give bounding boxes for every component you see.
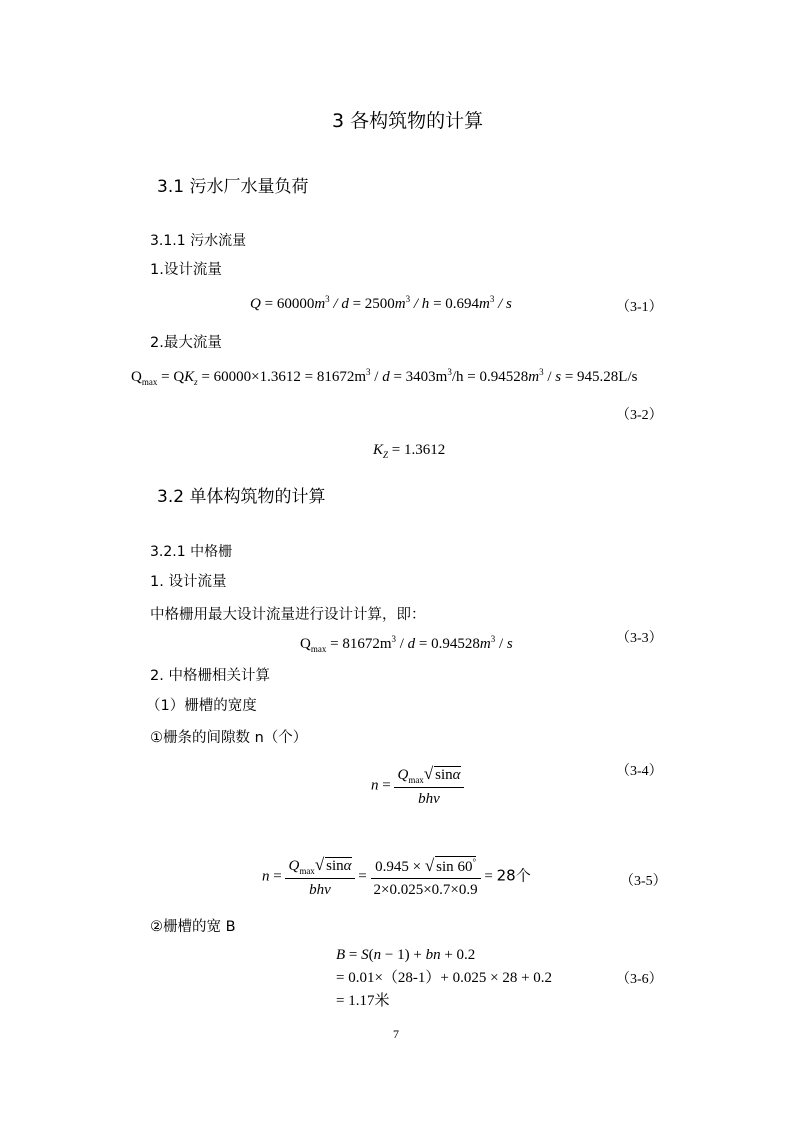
grid-calc-item: 2. 中格栅相关计算 bbox=[150, 668, 270, 684]
equation-number-3-2: （3-2） bbox=[616, 408, 663, 423]
equation-number-3-1: （3-1） bbox=[616, 300, 663, 315]
page-title: 3 各构筑物的计算 bbox=[332, 110, 484, 132]
equation-3-6-line-3: = 1.17米 bbox=[336, 993, 390, 1009]
item-design-flow: 1.设计流量 bbox=[150, 262, 222, 278]
equation-3-3: $Q_{max} = 81672m^3 / d = 0.94528m^3 / s$ bbox=[300, 634, 513, 654]
grid-design-flow-text: 中格栅用最大设计流量进行设计计算，即： bbox=[150, 607, 426, 623]
equation-3-6-line-2: = 0.01×（28-1）+ 0.025 × 28 + 0.2 bbox=[336, 970, 553, 986]
equation-number-3-4: （3-4） bbox=[616, 764, 663, 779]
equation-3-6-line-1: B = S(n − 1) + bn + 0.2 bbox=[336, 947, 476, 963]
bar-gap-count-item: ①栅条的间隙数 n（个） bbox=[150, 730, 308, 746]
channel-width-item: （1）栅槽的宽度 bbox=[146, 698, 257, 714]
page-number: 7 bbox=[393, 1027, 399, 1041]
grid-design-flow-item: 1. 设计流量 bbox=[150, 574, 227, 590]
equation-number-3-5: （3-5） bbox=[620, 874, 667, 889]
equation-3-5: n = $\frac{Q_{max}√ \sin\alpha}{\text{bhv}}$ = $\frac{0.945 \times √ \sin 60^\circ}{2\times 0.025\times 0.7\times 0.9}$ = 28个 bbox=[262, 855, 531, 898]
equation-3-4: n = $\frac{Q_{max}√ \sin\alpha}{\text{bhv}}$ bbox=[371, 764, 464, 808]
equation-3-1: $Q = 60000m^3 / d = 2500m^3 / h = 0.694m^3 / s$ bbox=[250, 294, 512, 312]
item-max-flow: 2.最大流量 bbox=[150, 335, 222, 351]
kz-value: $K_Z = 1.3612$ bbox=[373, 442, 446, 460]
channel-width-b-item: ②栅槽的宽 B bbox=[150, 919, 236, 935]
section-3-1-heading: 3.1 污水厂水量负荷 bbox=[157, 177, 309, 197]
section-3-1-1-heading: 3.1.1 污水流量 bbox=[150, 233, 247, 249]
equation-number-3-6: （3-6） bbox=[616, 972, 663, 987]
equation-3-6 bbox=[336, 944, 552, 1013]
equation-3-2: $Q_{max} = QK_z = 60000\times 1.3612 = 81672m^3 / d = 3403m^3/h = 0.94528m^3 / s = 945.28L/s$ bbox=[131, 367, 638, 387]
equation-number-3-3: （3-3） bbox=[616, 631, 663, 646]
section-3-2-heading: 3.2 单体构筑物的计算 bbox=[157, 487, 326, 507]
section-3-2-1-heading: 3.2.1 中格栅 bbox=[150, 544, 233, 560]
